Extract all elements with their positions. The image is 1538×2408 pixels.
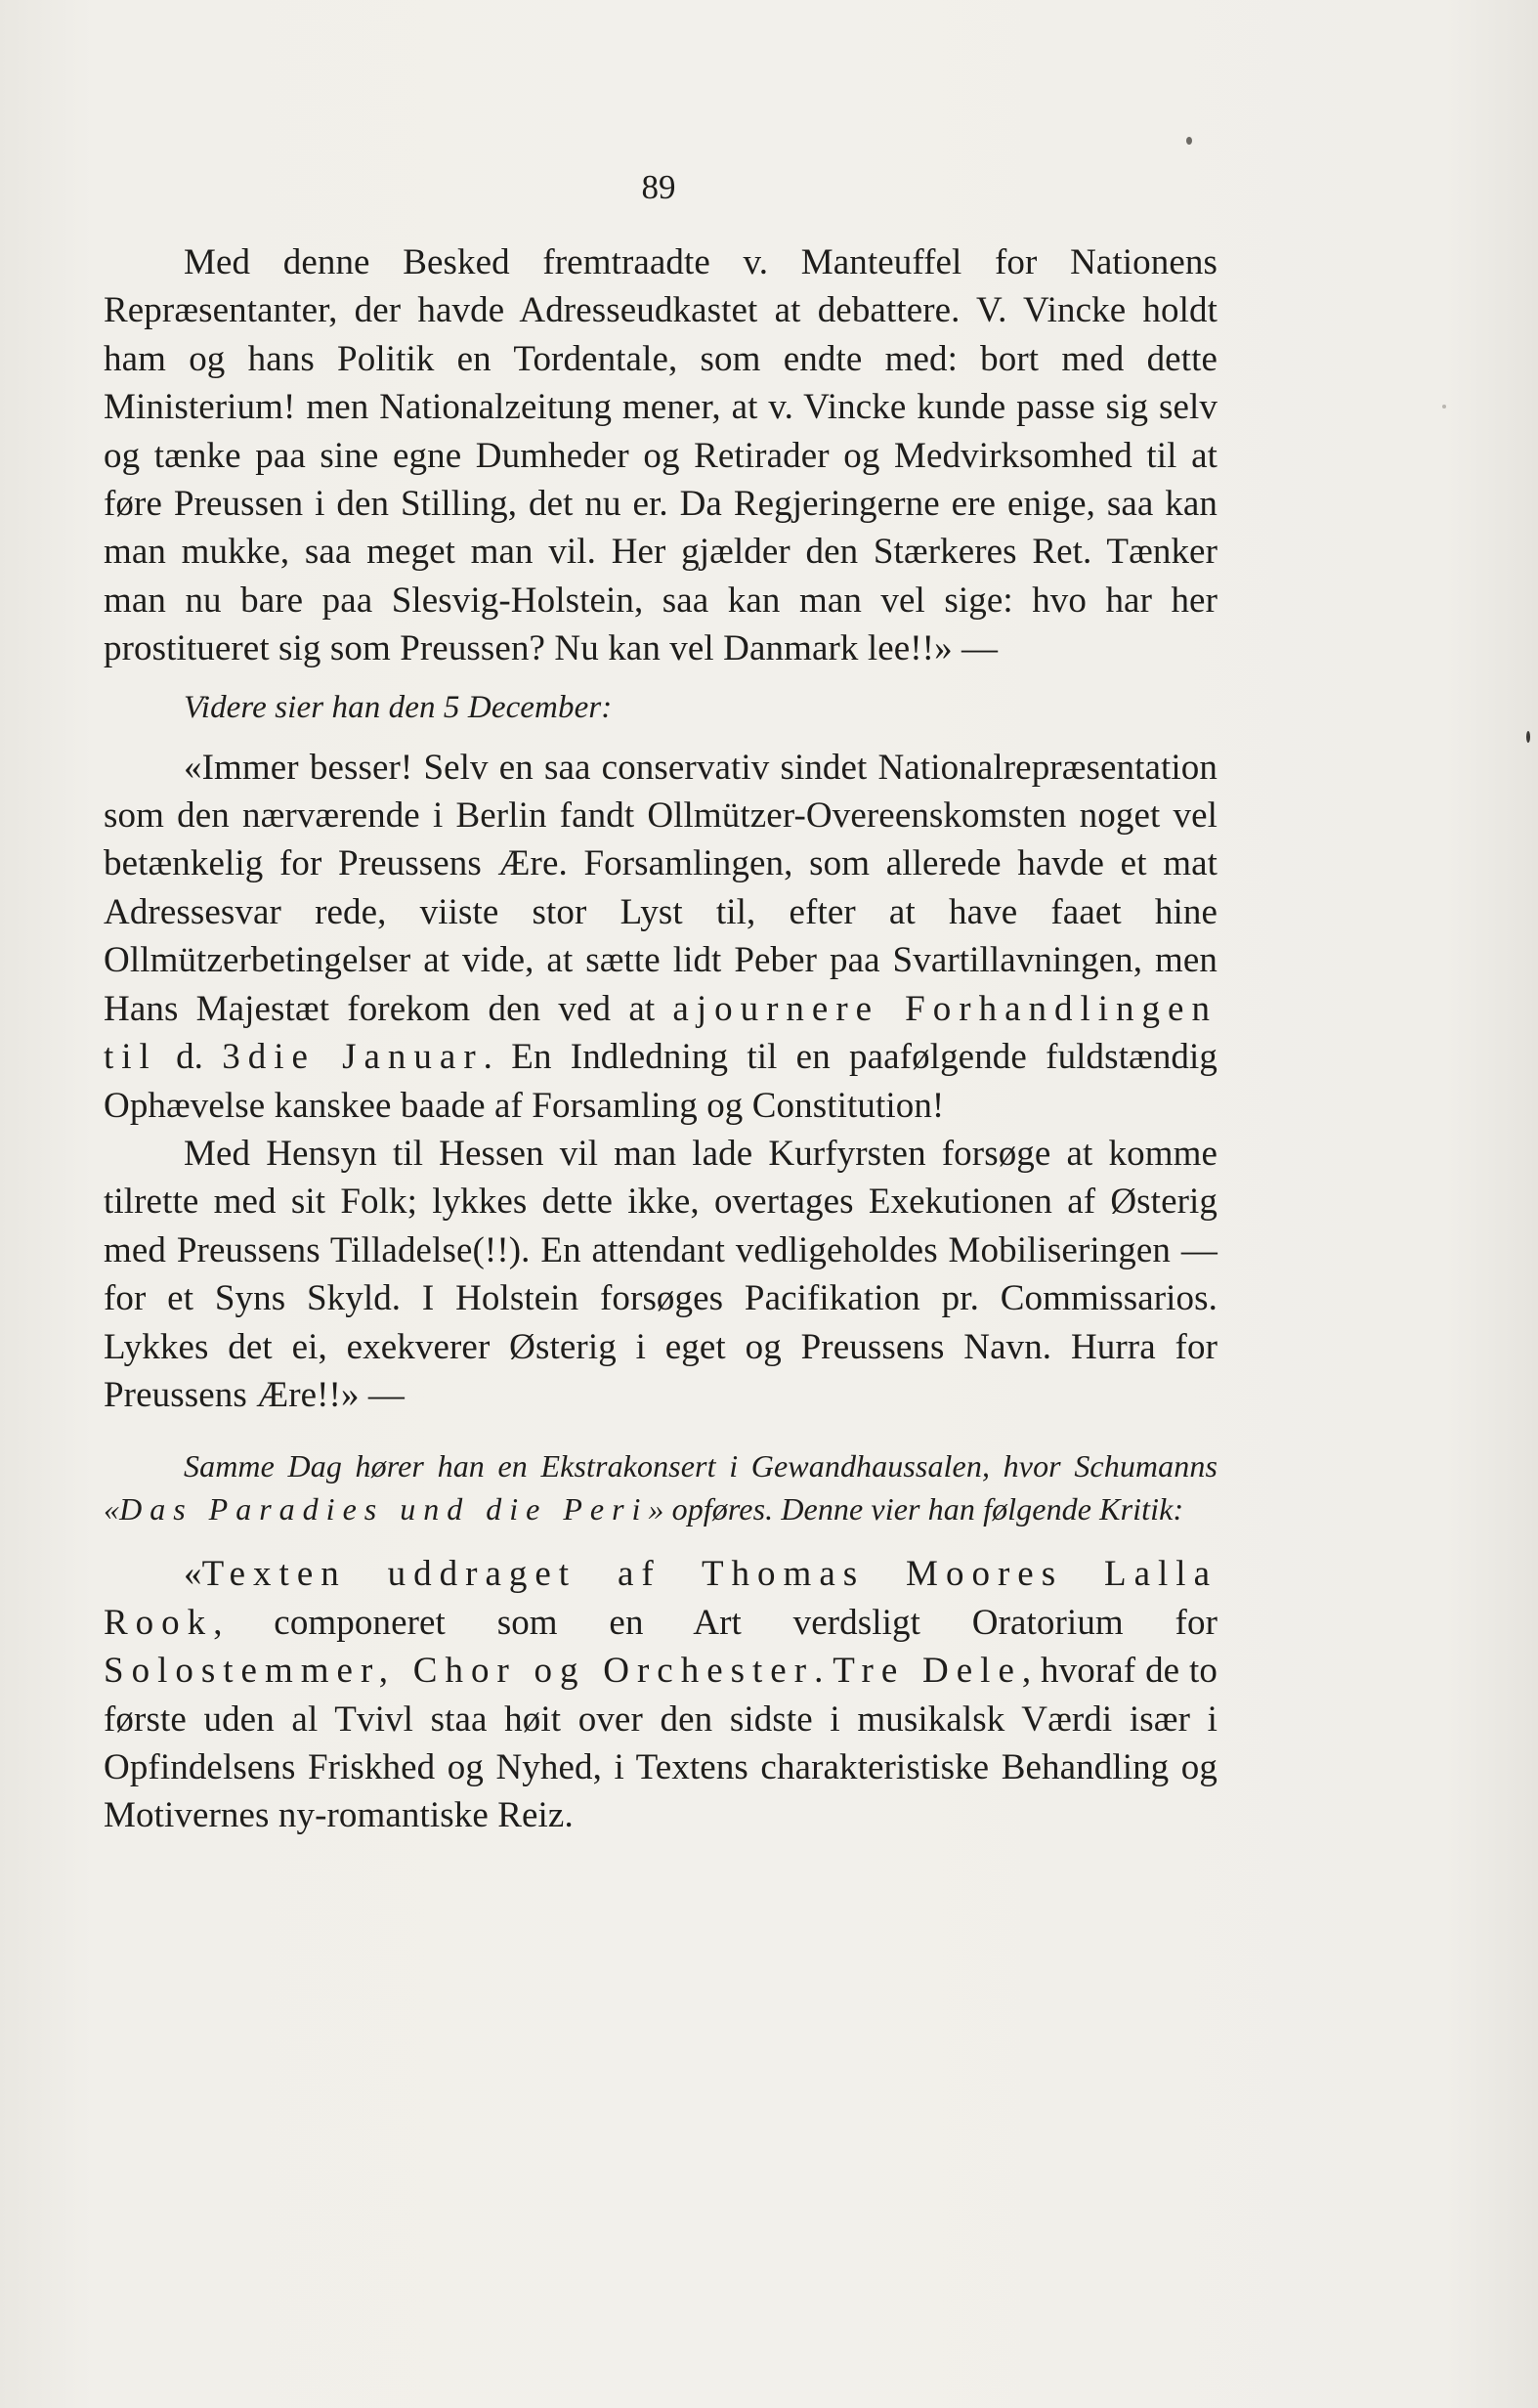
spaced-text: ajournere Forhandlingen til: [104, 988, 1218, 1078]
page-body: [104, 238, 1218, 1840]
paragraph-immer-besser: [104, 744, 1218, 1130]
paragraph-manteuffel: Med denne Besked fremtraadte v. Manteuffel for Nationens Repræsentanter, der havde Adresseudkastet at debattere. V. Vincke holdt ham og hans Politik en Tordentale, som endte med: bort med dette Ministerium! men Nationalzeitung mener, at v. Vincke kunde passe sig selv og tænke paa sine egne Dumheder og Retirader og Medvirksomhed til at føre Preussen i den Stilling, det nu er. Da Regjeringerne ere enige, saa kan man mukke, saa meget man vil. Her gjælder den Stærkeres Ret. Tænker man nu bare paa Slesvig-Holstein, saa kan man vel sige: hvo har her prostitueret sig som Preussen? Nu kan vel Danmark lee!!» —: [104, 242, 1218, 669]
paper-speck: [1186, 137, 1192, 145]
paper-speck: [1442, 405, 1446, 408]
paragraph-kritik: [104, 1550, 1218, 1839]
italic-text: Samme Dag hører han en Ekstrakonsert i Gewandhaussalen, hvor Schumanns «: [104, 1448, 1218, 1527]
paragraph-hessen: Med Hensyn til Hessen vil man lade Kurfyrsten forsøge at komme tilrette med sit Folk; lykkes dette ikke, overtages Exekutionen af Østerig med Preussens Tilladelse(!!). En attendant vedligeholdes Mobiliseringen — for et Syns Skyld. I Holstein forsøges Pacifikation pr. Commissarios. Lykkes det ei, exekverer Østerig i eget og Preussens Navn. Hurra for Preussens Ære!!» —: [104, 1133, 1218, 1415]
spaced-text: 3die Januar: [222, 1037, 484, 1078]
paragraph-text: , hvoraf de to første uden al Tvivl staa høit over den sidste i musikalsk Værdi især i Opfindelsens Friskhed og Nyhed, i Textens charakteristiske Behandling og Motivernes ny-romantiske Reiz.: [104, 1651, 1218, 1836]
italic-block-gewandhaus: [104, 1444, 1218, 1530]
italic-text: » opføres. Denne vier han følgende Kritik:: [648, 1491, 1184, 1527]
paragraph-text: .: [814, 1651, 833, 1692]
paragraph-text: , componeret som en Art verdsligt Oratorium for: [213, 1602, 1218, 1643]
spaced-text: Tre Dele: [833, 1651, 1022, 1692]
paragraph-text: «Immer besser! Selv en saa conservativ sindet Nationalrepræsentation som den nærværende i Berlin fandt Ollmützer-Overeenskomsten noget vel betænkelig for Preussens Ære. Forsamlingen, som allerede havde et mat Adressesvar rede, viiste stor Lyst til, efter at have faaet hine Ollmützerbetingelser at vide, at sætte lidt Peber paa Svartillavningen, men Hans Majestæt forekom den ved at: [104, 747, 1218, 1029]
paragraph-text: «: [184, 1554, 202, 1595]
paragraph-text: . En Indledning til en paafølgende fuldstændig Ophævelse kanskee baade af Forsamling og Constitution!: [104, 1037, 1218, 1126]
spaced-text: Texten uddraget af Thomas Moores Lalla Rook: [104, 1554, 1218, 1643]
paper-speck: [1526, 731, 1530, 743]
italic-heading-december: Videre sier han den 5 December:: [184, 689, 613, 725]
spaced-italic-text: Das Paradies und die Peri: [119, 1491, 649, 1527]
spaced-text: Solostemmer, Chor og Orchester: [104, 1651, 815, 1692]
page-number: 89: [641, 168, 676, 206]
paragraph-text: d.: [156, 1037, 223, 1078]
